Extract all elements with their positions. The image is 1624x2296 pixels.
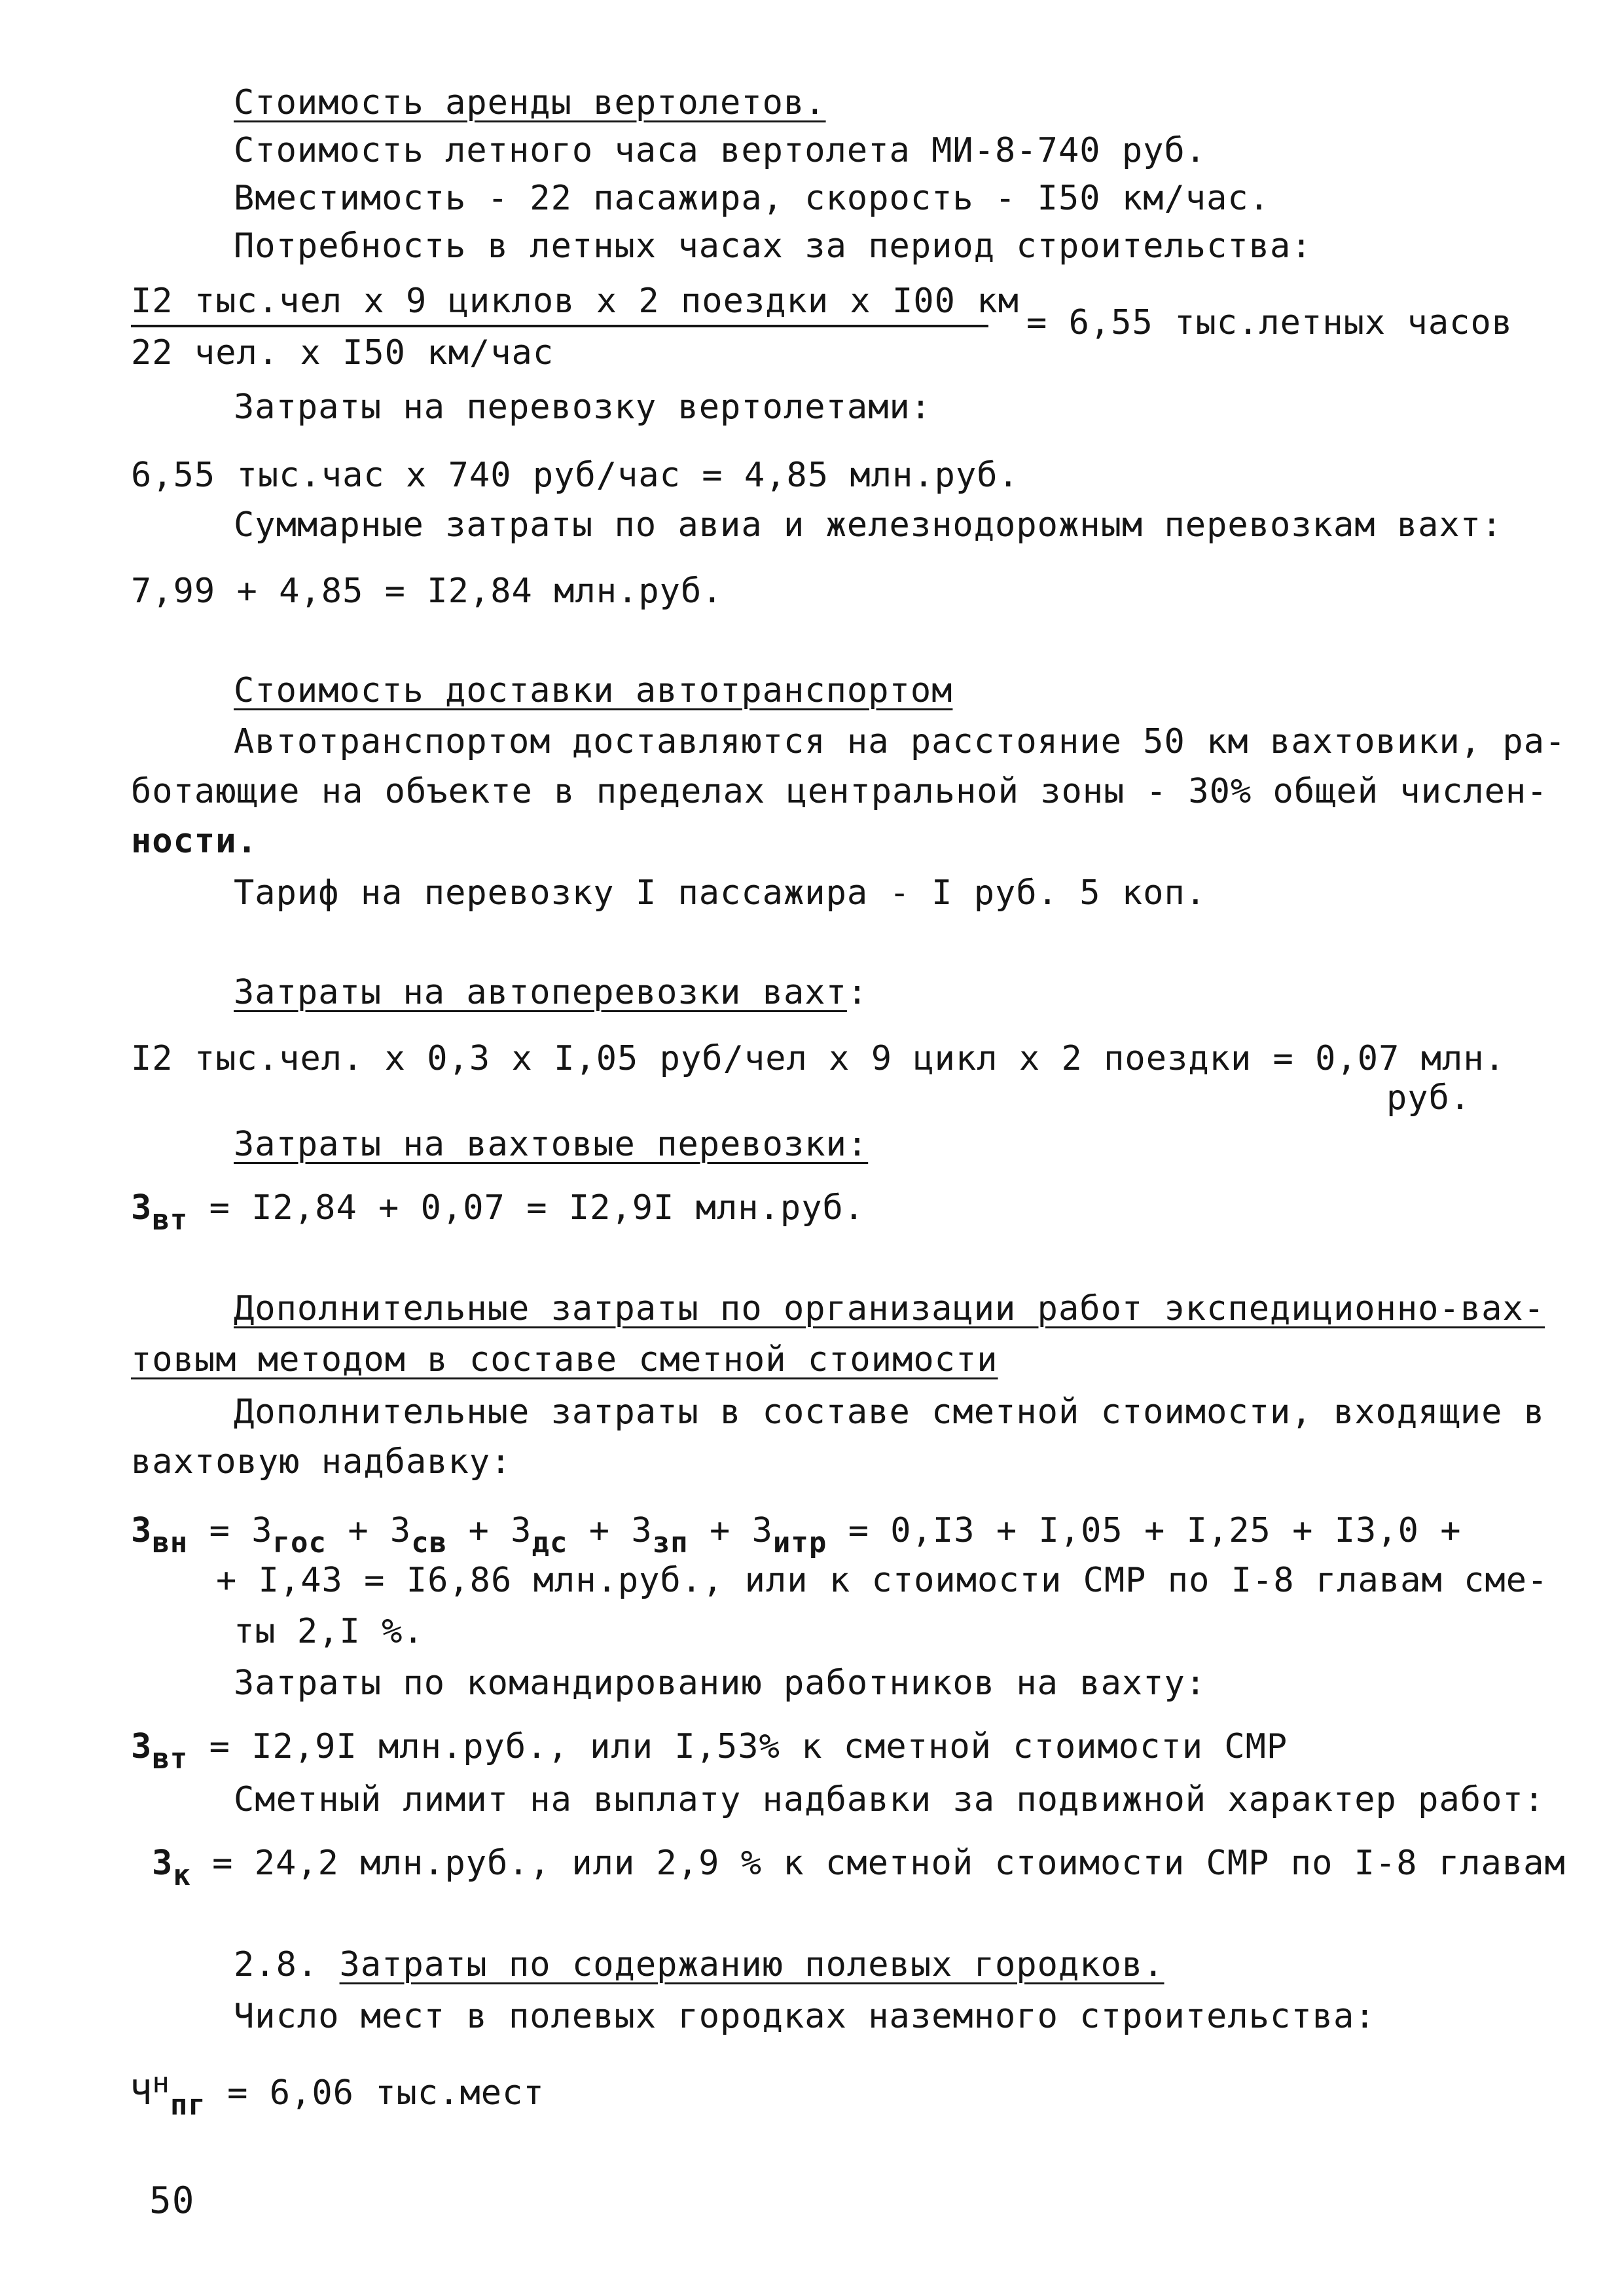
formula-subscript: пг	[170, 2088, 206, 2122]
formula-expression: = 6,06 тыс.мест	[206, 2073, 545, 2113]
formula-zvn	[131, 1510, 1462, 1564]
formula-expression: = I2,9I млн.руб., или I,53% к сметной стоимости СМР	[188, 1727, 1288, 1766]
text-line: вахтовую надбавку:	[131, 1442, 512, 1482]
heading-shift-transport: Затраты на вахтовые перевозки:	[234, 1125, 869, 1164]
formula-symbol: З	[131, 1188, 153, 1228]
heading-colon: :	[846, 973, 869, 1012]
formula-subscript: вн	[152, 1526, 189, 1559]
formula-subscript: вт	[152, 1742, 189, 1776]
text-line: Затраты на перевозку вертолетами:	[234, 388, 932, 427]
text-line: Стоимость летного часа вертолета МИ-8-740 руб.	[234, 131, 1207, 170]
heading-additional-costs-1: Дополнительные затраты по организации работ экспедиционно-вах-	[234, 1289, 1545, 1328]
text-line: Тариф на перевозку I пассажира - I руб. 5 коп.	[234, 873, 1207, 913]
text-line: Дополнительные затраты в составе сметной стоимости, входящие в	[234, 1393, 1545, 1432]
formula-zvt-2	[131, 1726, 1288, 1780]
formula-part: + З	[688, 1511, 773, 1550]
heading-auto-transport	[234, 972, 868, 1013]
formula-part: + З	[327, 1511, 412, 1550]
formula-symbol: З	[131, 1511, 153, 1550]
calc-line: 6,55 тыс.час х 740 руб/час = 4,85 млн.руб.	[131, 456, 1019, 495]
formula-expression: = I2,84 + 0,07 = I2,9I млн.руб.	[188, 1188, 865, 1228]
heading-field-camps	[234, 1944, 1164, 1986]
text-line: ности.	[131, 822, 258, 861]
formula-symbol: Ч	[131, 2073, 153, 2113]
text-line: Число мест в полевых городках наземного строительства:	[234, 1997, 1376, 2036]
heading-field-camps-text: Затраты по содержанию полевых городков.	[339, 1945, 1164, 1984]
formula-continued: + I,43 = I6,86 млн.руб., или к стоимости СМР по I-8 главам сме-	[216, 1561, 1549, 1600]
fraction-numerator: I2 тыс.чел х 9 циклов х 2 поездки х I00 км	[131, 282, 1019, 321]
formula-expression: = 24,2 млн.руб., или 2,9 % к сметной стоимости СМР по I-8 главам	[190, 1844, 1566, 1883]
text-line: Автотранспортом доставляются на расстояние 50 км вахтовики, ра-	[234, 722, 1566, 761]
formula-continued: ты 2,I %.	[234, 1612, 424, 1651]
formula-subscript: дс	[532, 1526, 568, 1559]
text-line: ботающие на объекте в пределах центральной зоны - 30% общей числен-	[131, 772, 1548, 811]
page-number: 50	[149, 2179, 195, 2222]
fraction-denominator: 22 чел. х I50 км/час	[131, 333, 554, 373]
fraction-result: = 6,55 тыс.летных часов	[1026, 303, 1513, 342]
text-line: Суммарные затраты по авиа и железнодорожным перевозкам вахт:	[234, 505, 1503, 545]
calc-line: 7,99 + 4,85 = I2,84 млн.руб.	[131, 572, 723, 611]
text-line: Потребность в летных часах за период строительства:	[234, 227, 1312, 266]
formula-subscript: к	[173, 1859, 191, 1892]
calc-line-continued: руб.	[1386, 1078, 1471, 1118]
section-number: 2.8.	[234, 1945, 319, 1984]
formula-part: + З	[447, 1511, 532, 1550]
formula-subscript: св	[411, 1526, 448, 1559]
heading-motor-transport: Стоимость доставки автотранспортом	[234, 671, 953, 710]
formula-zk	[152, 1842, 1566, 1897]
formula-symbol: З	[152, 1844, 173, 1883]
formula-part: = З	[188, 1511, 273, 1550]
formula-superscript: н	[152, 2066, 170, 2100]
formula-subscript: вт	[152, 1203, 189, 1237]
formula-symbol: З	[131, 1727, 153, 1766]
formula-zvt	[131, 1187, 865, 1241]
heading-helicopter-rental: Стоимость аренды вертолетов.	[234, 83, 826, 122]
text-line: Вместимость - 22 пасажира, скорость - I50 км/час.	[234, 179, 1271, 218]
heading-auto-transport-text: Затраты на автоперевозки вахт	[234, 973, 847, 1012]
formula-subscript: зп	[652, 1526, 689, 1559]
formula-subscript: итр	[772, 1526, 827, 1559]
formula-subscript: гос	[272, 1526, 327, 1559]
heading-additional-costs-2: товым методом в составе сметной стоимости	[131, 1340, 998, 1379]
text-line: Затраты по командированию работников на вахту:	[234, 1664, 1207, 1703]
text-line: Сметный лимит на выплату надбавки за подвижной характер работ:	[234, 1780, 1545, 1819]
formula-part: = 0,I3 + I,05 + I,25 + I3,0 +	[827, 1511, 1462, 1550]
calc-line: I2 тыс.чел. х 0,3 х I,05 руб/чел х 9 цикл х 2 поездки = 0,07 млн.	[131, 1039, 1506, 1078]
formula-part: + З	[568, 1511, 653, 1550]
fraction-rule	[131, 325, 988, 327]
formula-chpg	[131, 2062, 545, 2126]
